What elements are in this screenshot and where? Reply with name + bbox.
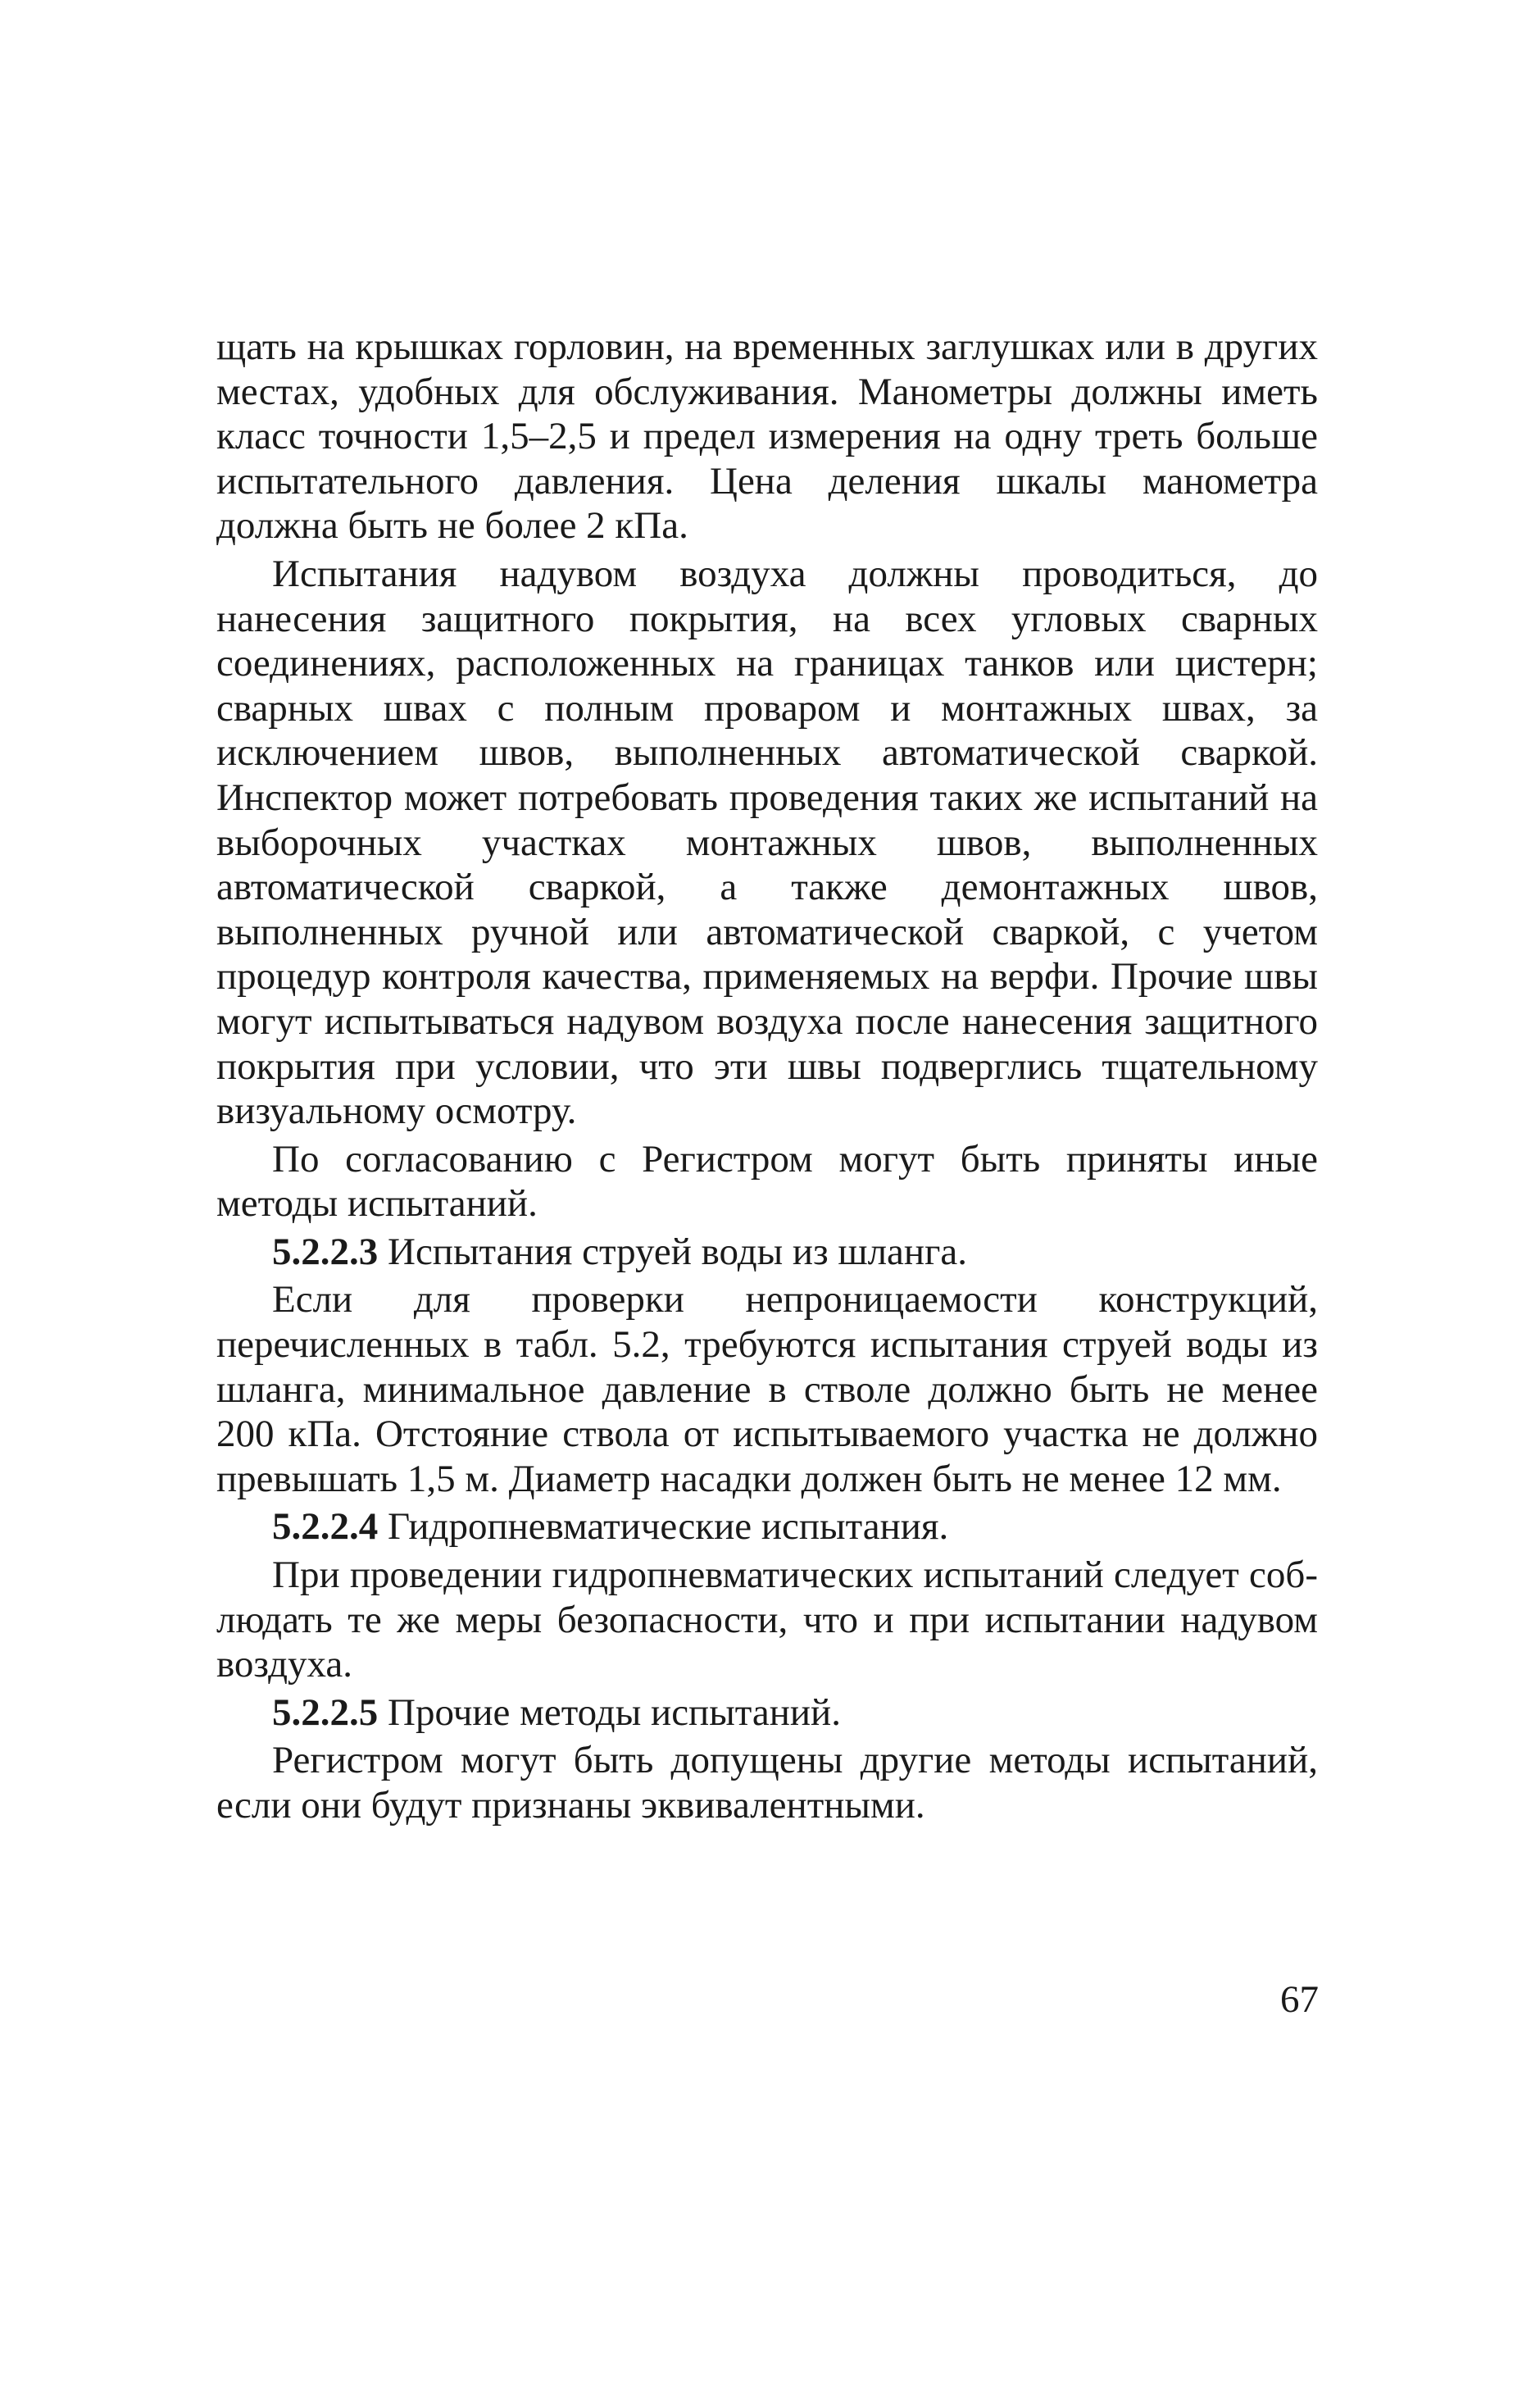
section-number: 5.2.2.3 xyxy=(272,1230,379,1273)
paragraph-air-test: Испытания надувом воздуха должны проводиться, до нанесения защитного покрытия, на всех угловых сварных соединениях, расположенных на границах танков или цистерн; сварных швах с полным проваром и монтажных швах, за исключением швов, выполненных автоматической сваркой. Инспектор может потребовать проведения таких же испытаний на выборочных участках монтажных швов, выполненных автоматической сваркой, а также демонтажных швов, выполненных ручной или автоматической сваркой, с учетом процедур контроля качества, применяемых на верфи. Прочие швы могут испытываться надувом воздуха после нанесения защитного покрытия при условии, что эти швы подверглись тщательному визуальному осмотру. xyxy=(216,552,1318,1133)
section-title: Гидропневматические испытания. xyxy=(378,1505,949,1549)
section-number: 5.2.2.4 xyxy=(272,1505,379,1549)
paragraph-other-methods: Регистром могут быть допущены другие методы испытаний, если они будут признаны эквивалентными. xyxy=(216,1739,1318,1827)
body-text xyxy=(216,325,1318,1828)
section-heading-5-2-2-5 xyxy=(216,1690,1318,1736)
section-title: Испытания струей воды из шланга. xyxy=(378,1230,967,1273)
paragraph-continuation: щать на крышках горловин, на временных заглушках или в других местах, удобных для обслуживания. Манометры должны иметь класс точности 1,5–2,5 и предел измерения на одну треть больше испытательного давления. Цена деления шкалы манометра должна быть не более 2 кПа. xyxy=(216,325,1318,548)
section-heading-5-2-2-4 xyxy=(216,1504,1318,1549)
section-heading-5-2-2-3 xyxy=(216,1230,1318,1275)
page-number: 67 xyxy=(1280,1978,1319,2021)
paragraph-hose-test: Если для проверки непроницаемости конструкций, перечисленных в табл. 5.2, требуются испытания струей воды из шланга, минимальное давление в стволе должно быть не менее 200 кПа. Отстояние ствола от испытываемого участка не должно превышать 1,5 м. Диаметр насадки должен быть не менее 12 мм. xyxy=(216,1278,1318,1500)
section-number: 5.2.2.5 xyxy=(272,1690,379,1734)
section-title: Прочие методы испытаний. xyxy=(378,1690,841,1734)
paragraph-hydropneumatic-test: При проведении гидропневматических испытаний следует соблюдать те же меры безопасности, что и при испытании надувом воздуха. xyxy=(216,1554,1318,1686)
paragraph-other-methods-approval: По согласованию с Регистром могут быть приняты иные методы испытаний. xyxy=(216,1137,1318,1226)
